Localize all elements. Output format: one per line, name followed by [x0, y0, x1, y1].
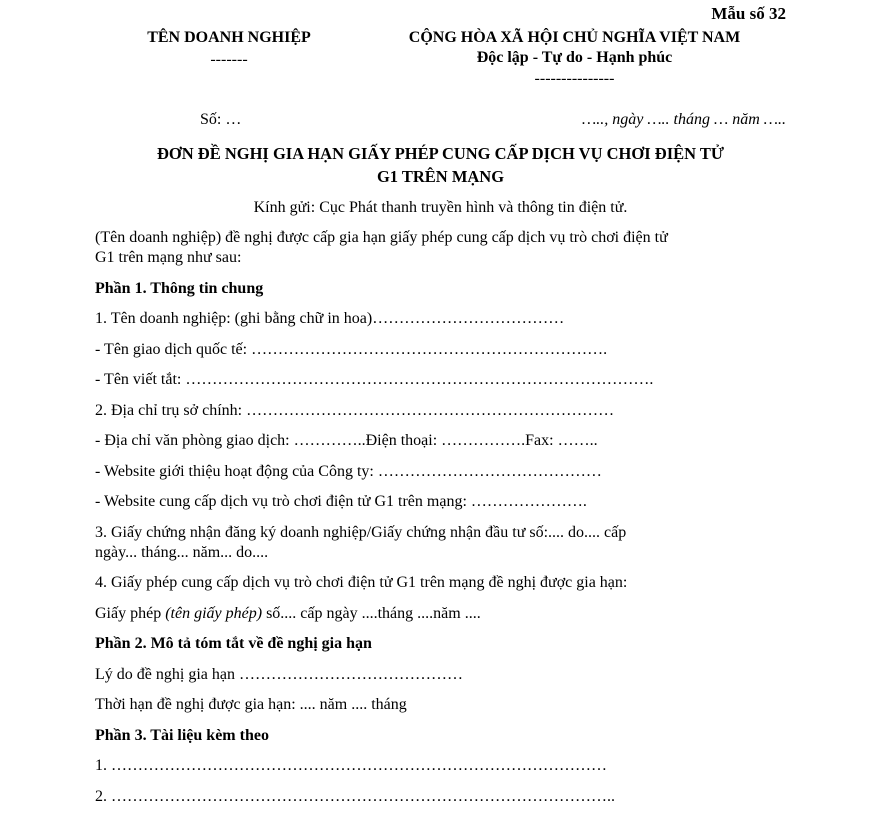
business-cert-line2: ngày... tháng... năm... do....: [95, 543, 269, 561]
date-place-line: ….., ngày ….. tháng … năm …..: [581, 111, 786, 128]
header-left-block: [95, 28, 363, 89]
attachment-item-1: 1. …………………………………………………………………………………: [95, 757, 607, 774]
section1-heading: Phần 1. Thông tin chung: [95, 279, 264, 297]
company-dashes: -------: [210, 51, 248, 68]
national-title: CỘNG HÒA XÃ HỘI CHỦ NGHĨA VIỆT NAM: [408, 29, 741, 46]
document-title: [95, 142, 786, 188]
national-motto: Độc lập - Tự do - Hạnh phúc: [476, 49, 673, 66]
document-header: [95, 28, 786, 89]
business-cert-field: [95, 523, 786, 563]
document-number: Số: …: [200, 111, 242, 128]
abbreviated-name-field: - Tên viết tắt: …………………………………………………………………………….: [95, 371, 654, 388]
document-title-line2: G1 TRÊN MẠNG: [376, 167, 505, 186]
attachment-item-2: 2. …………………………………………………………………………………..: [95, 787, 615, 805]
extension-reason-field: Lý do đề nghị gia hạn ……………………………………: [95, 665, 463, 683]
license-name-placeholder: (tên giấy phép): [165, 604, 263, 622]
company-name-header: TÊN DOANH NGHIỆP: [147, 29, 311, 46]
license-detail-prefix: Giấy phép: [95, 604, 166, 622]
motto-dashes: ---------------: [534, 70, 615, 87]
salutation: Kính gửi: Cục Phát thanh truyền hình và thông tin điện tử.: [253, 199, 628, 216]
license-request-line: 4. Giấy phép cung cấp dịch vụ trò chơi điện tử G1 trên mạng đề nghị được gia hạn:: [95, 574, 628, 591]
header-right-block: [363, 28, 786, 89]
number-date-row: [95, 110, 786, 130]
website-service-field: - Website cung cấp dịch vụ trò chơi điện tử G1 trên mạng: ………………….: [95, 493, 587, 510]
intro-line1: (Tên doanh nghiệp) đề nghị được cấp gia hạn giấy phép cung cấp dịch vụ trò chơi điện tử: [95, 229, 668, 246]
hq-address-field: 2. Địa chỉ trụ sở chính: ……………………………………………………………: [95, 401, 615, 419]
license-detail-suffix: số.... cấp ngày ....tháng ....năm ....: [262, 604, 481, 622]
business-cert-line1: 3. Giấy chứng nhận đăng ký doanh nghiệp/Giấy chứng nhận đầu tư số:.... do.... cấp: [95, 523, 627, 541]
form-number: Mẫu số 32: [711, 4, 786, 23]
section2-heading: Phần 2. Mô tả tóm tắt về đề nghị gia hạn: [95, 635, 372, 652]
section3-heading: Phần 3. Tài liệu kèm theo: [95, 726, 269, 744]
intro-paragraph: [95, 228, 786, 268]
intro-line2: G1 trên mạng như sau:: [95, 249, 242, 266]
extension-duration-field: Thời hạn đề nghị được gia hạn: .... năm .... tháng: [95, 696, 407, 713]
office-phone-fax-field: - Địa chỉ văn phòng giao dịch: …………..Điện thoại: …………….Fax: ……..: [95, 432, 598, 449]
international-name-field: - Tên giao dịch quốc tế: ………………………………………………………….: [95, 340, 608, 358]
document-title-line1: ĐƠN ĐỀ NGHỊ GIA HẠN GIẤY PHÉP CUNG CẤP DỊCH VỤ CHƠI ĐIỆN TỬ: [156, 144, 724, 163]
license-detail-line: [95, 604, 786, 624]
company-name-field: 1. Tên doanh nghiệp: (ghi bằng chữ in hoa)………………………………: [95, 310, 565, 327]
website-intro-field: - Website giới thiệu hoạt động của Công ty: ……………………………………: [95, 462, 602, 480]
